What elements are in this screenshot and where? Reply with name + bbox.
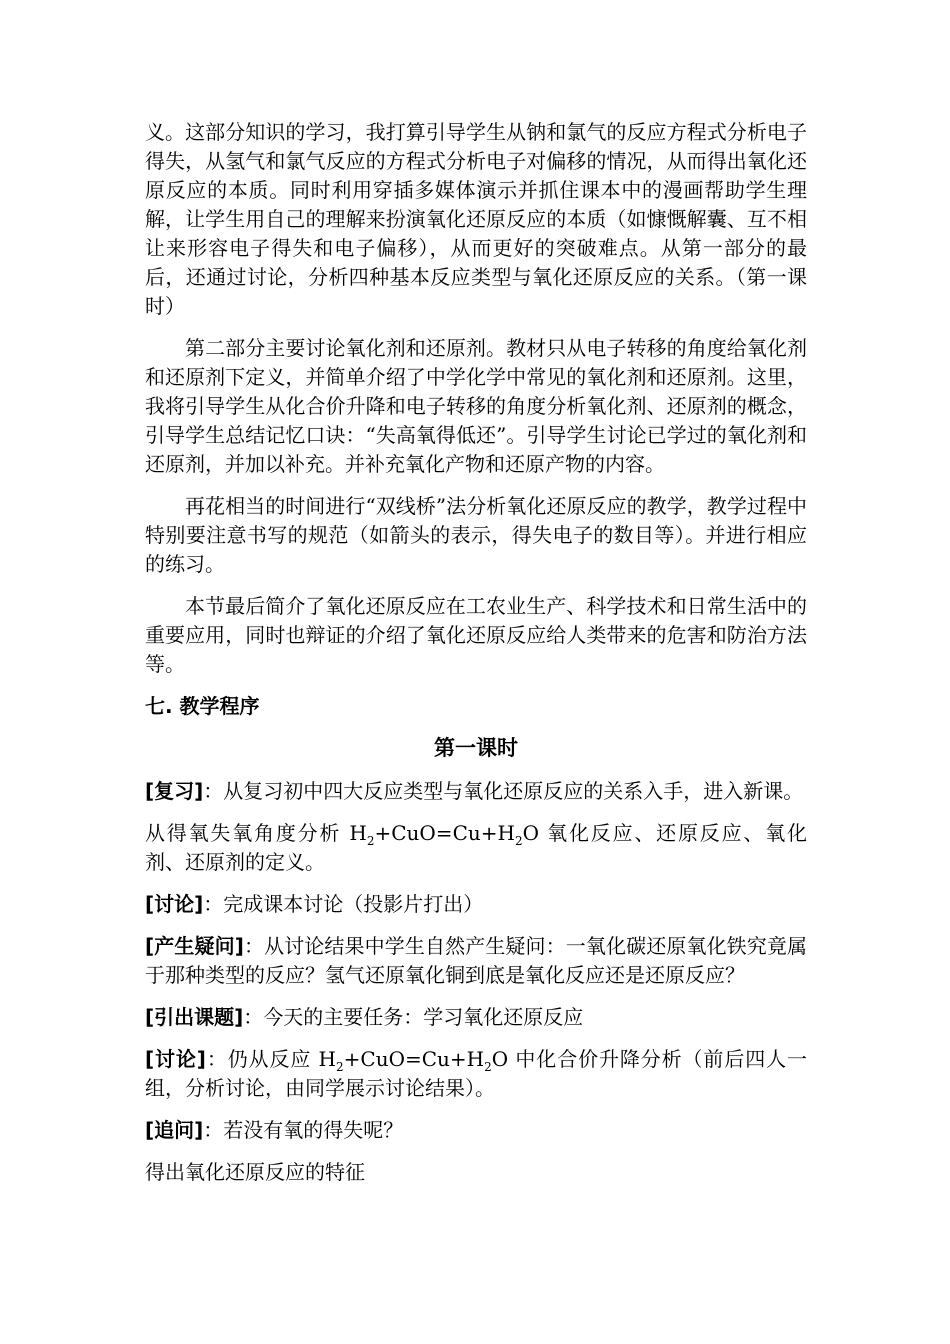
equation-subscript: 2: [514, 834, 523, 848]
question-text: ：从讨论结果中学生自然产生疑问：一氧化碳还原氧化铁究竟属于那种类型的反应？氢气还原氧化铜到底是氧化反应还是还原反应？: [145, 934, 808, 987]
topic-tag: [引出课题]: [145, 1005, 244, 1029]
oxygen-analysis-pre: 从得氧失氧角度分析 H: [145, 821, 367, 845]
question-paragraph: [145, 932, 807, 990]
section-heading: 七. 教学程序: [145, 694, 260, 718]
paragraph-part-one: 义。这部分知识的学习，我打算引导学生从钠和氯气的反应方程式分析电子得失，从氢气和氯气反应的方程式分析电子对偏移的情况，从而得出氧化还原反应的本质。同时利用穿插多媒体演示并抓住课本中的漫画帮助学生理解，让学生用自己的理解来扮演氧化还原反应的本质（如慷慨解囊、互不相让来形容电子得失和电子偏移），从而更好的突破难点。从第一部分的最后，还通过讨论，分析四种基本反应类型与氧化还原反应的关系。（第一课时）: [145, 120, 807, 318]
discussion-post: 中化合价升降分析（前后四人一组，分析讨论，由同学展示讨论结果）。: [145, 1047, 807, 1100]
discussion-paragraph-1: [145, 890, 807, 919]
discussion-tag: [讨论]: [145, 1047, 206, 1071]
follow-up-paragraph: [145, 1116, 807, 1145]
paragraph-part-four: 本节最后简介了氧化还原反应在工农业生产、科学技术和日常生活中的重要应用，同时也辩证的介绍了氧化还原反应给人类带来的危害和防治方法等。: [145, 594, 807, 676]
lesson-title: 第一课时: [434, 736, 518, 760]
equation-subscript: 2: [336, 1060, 344, 1074]
oxygen-analysis-paragraph: [145, 819, 807, 877]
equation-end: O: [491, 1047, 509, 1071]
equation-middle: +CuO=Cu+H: [374, 821, 515, 845]
topic-text: ：今天的主要任务：学习氧化还原反应: [243, 1005, 584, 1029]
follow-up-tag: [追问]: [145, 1118, 204, 1142]
topic-paragraph: [145, 1003, 807, 1032]
discussion-text: ：完成课本讨论（投影片打出）: [203, 892, 484, 916]
equation-subscript: 2: [484, 1060, 492, 1074]
equation-subscript: 2: [366, 834, 375, 848]
discussion-tag: [讨论]: [145, 892, 204, 916]
equation-end: O: [522, 821, 539, 845]
follow-up-text: ：若没有氧的得失呢？: [203, 1118, 404, 1142]
discussion-paragraph-2: [145, 1045, 807, 1103]
discussion-pre: ：仍从反应 H: [205, 1047, 336, 1071]
oxygen-analysis-post: 氧化反应、还原反应、氧化剂、还原剂的定义。: [145, 821, 807, 874]
review-tag: [复习]: [145, 779, 204, 803]
equation-middle: +CuO=Cu+H: [343, 1047, 485, 1071]
paragraph-part-three: 再花相当的时间进行“双线桥”法分析氧化还原反应的教学，教学过程中特别要注意书写的规范（如箭头的表示，得失电子的数目等）。并进行相应的练习。: [145, 494, 807, 576]
review-text: ：从复习初中四大反应类型与氧化还原反应的关系入手，进入新课。: [203, 779, 804, 803]
document-page: [145, 118, 807, 1187]
paragraph-part-two: 第二部分主要讨论氧化剂和还原剂。教材只从电子转移的角度给氧化剂和还原剂下定义，并简单介绍了中学化学中常见的氧化剂和还原剂。这里，我将引导学生从化合价升降和电子转移的角度分析氧化剂、还原剂的概念，引导学生总结记忆口诀：“失高氧得低还”。引导学生讨论已学过的氧化剂和还原剂，并加以补充。并补充氧化产物和还原产物的内容。: [145, 336, 807, 476]
question-tag: [产生疑问]: [145, 934, 244, 958]
conclusion-paragraph: 得出氧化还原反应的特征: [145, 1160, 365, 1184]
review-paragraph: [145, 777, 807, 806]
